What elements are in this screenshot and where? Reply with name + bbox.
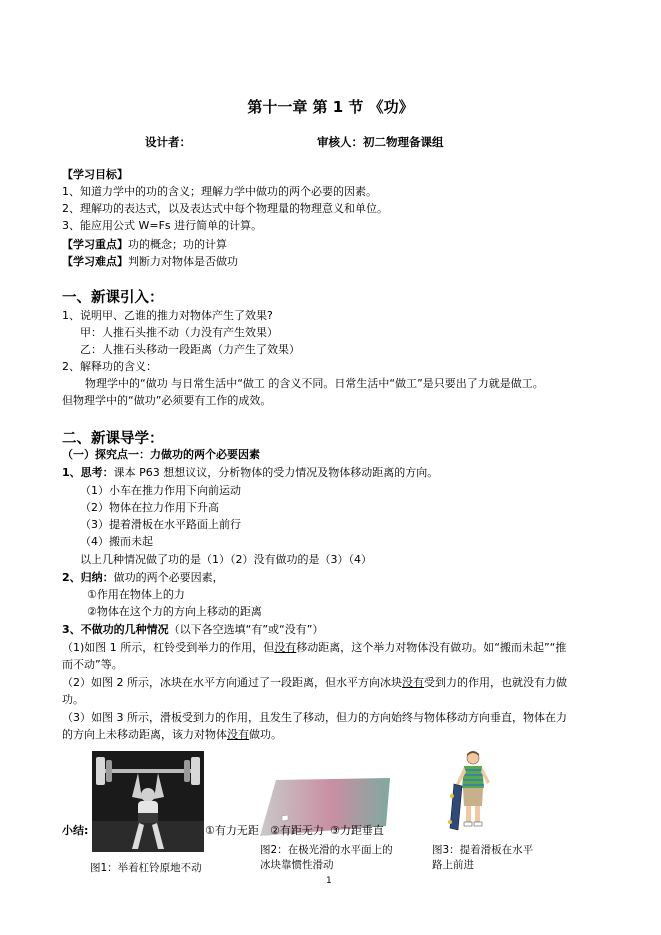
section1-jia: 甲：人推石头推不动（力没有产生效果） <box>80 326 278 339</box>
section1-paragraph: 但物理学中的“做功”必须要有工作的成效。 <box>62 394 272 407</box>
case-item: （1）小车在推力作用下向前运动 <box>80 484 241 497</box>
nowork-line <box>62 621 323 638</box>
case-item: （3）提着滑板在水平路面上前行 <box>80 518 241 531</box>
nowork-p2-cont: 功。 <box>62 693 84 706</box>
goal-item: 3、能应用公式 W=Fs 进行简单的计算。 <box>62 219 263 232</box>
figure3-skateboard-boy-image <box>446 750 498 832</box>
summary-label: 小结: <box>62 824 89 837</box>
skateboard-boy-illustration <box>446 750 498 832</box>
page-number: 1 <box>326 876 332 886</box>
summary-item: ①有力无距 <box>205 824 259 837</box>
nowork-p1-cont: 而不动”等。 <box>62 658 123 671</box>
nowork-p3-cont <box>62 726 282 743</box>
section1-yi: 乙：人推石头移动一段距离（力产生了效果） <box>80 343 300 356</box>
goal-item: 1、知道力学中的功的含义；理解力学中做功的两个必要的因素。 <box>62 185 377 198</box>
answer-blank: 没有 <box>227 728 249 741</box>
section2-heading: 二、新课导学： <box>62 431 164 447</box>
case-item: （4）搬而未起 <box>80 535 153 548</box>
text-span: （2）如图 2 所示，冰块在水平方向通过了一段距离，但水平方向冰块 <box>62 676 402 689</box>
induce-text: 做功的两个必要因素， <box>113 571 224 584</box>
page-title: 第十一章 第 1 节 《功》 <box>247 98 414 116</box>
figure3-caption: 图3：提着滑板在水平路上前进 <box>432 844 534 871</box>
nowork-text: （以下各空选填“有”或“没有”） <box>168 623 324 636</box>
section1-q2: 2、解释功的含义： <box>62 360 157 373</box>
goal-item: 2、理解功的表达式，以及表达式中每个物理量的物理意义和单位。 <box>62 202 388 215</box>
induce-line <box>62 569 224 586</box>
section1-heading: 一、新课引入： <box>62 290 164 306</box>
factor-item: ②物体在这个力的方向上移动的距离 <box>87 605 262 618</box>
nowork-p1 <box>62 639 566 656</box>
summary-item: ②有距无力 <box>270 824 324 837</box>
nowork-label: 3、不做功的几种情况 <box>62 623 169 636</box>
explore-title: （一）探究点一：力做功的两个必要因素 <box>62 448 260 461</box>
key-point-label: 【学习重点】 <box>62 238 128 251</box>
key-point <box>62 236 227 253</box>
weightlifter-illustration <box>92 751 204 852</box>
think-text: 课本 P63 想想议议，分析物体的受力情况及物体移动距离的方向。 <box>113 466 439 479</box>
difficult-point-text: 判断力对物体是否做功 <box>128 255 238 268</box>
answer-blank: 没有 <box>402 676 424 689</box>
reviewer-label: 审核人：初二物理备课组 <box>317 135 444 149</box>
think-label: 1、思考： <box>62 466 114 479</box>
case-item: （2）物体在拉力作用下升高 <box>80 501 219 514</box>
figure2-caption: 图2：在极光滑的水平面上的冰块靠惯性滑动 <box>260 844 393 871</box>
goals-heading: 【学习目标】 <box>62 168 128 181</box>
text-span: （1)如图 1 所示，杠铃受到举力的作用，但 <box>62 641 275 654</box>
text-span: 的方向上未移动距离，该力对物体 <box>62 728 227 741</box>
section1-q1: 1、说明甲、乙谁的推力对物体产生了效果? <box>62 309 273 322</box>
figure1-weightlifter-image <box>92 751 204 852</box>
section1-paragraph: 物理学中的“做功 与日常生活中“做工 的含义不同。日常生活中“做工”是只要出了力就是做工。 <box>85 377 544 390</box>
answer-blank: 没有 <box>274 641 297 654</box>
text-span: 移动距离，这个举力对物体没有做功。如“搬而未起”“推 <box>296 641 567 654</box>
text-span: 做功。 <box>249 728 282 741</box>
factor-item: ①作用在物体上的力 <box>87 588 185 601</box>
induce-label: 2、归纳： <box>62 571 114 584</box>
text-span: 受到力的作用，也就没有力做 <box>424 676 567 689</box>
nowork-p3: （3）如图 3 所示，滑板受到力的作用，且发生了移动，但力的方向始终与物体移动方向垂直，物体在力 <box>62 711 567 724</box>
figure1-caption: 图1：举着杠铃原地不动 <box>90 862 202 874</box>
designer-label: 设计者： <box>145 135 191 149</box>
think-line <box>62 464 438 481</box>
nowork-p2 <box>62 674 567 691</box>
case-summary: 以上几种情况做了功的是（1）（2）没有做功的是（3）（4） <box>80 553 372 566</box>
summary-item: ③力距垂直 <box>330 824 384 837</box>
key-point-text: 功的概念；功的计算 <box>128 238 227 251</box>
difficult-point-label: 【学习难点】 <box>62 255 128 268</box>
difficult-point <box>62 253 238 270</box>
